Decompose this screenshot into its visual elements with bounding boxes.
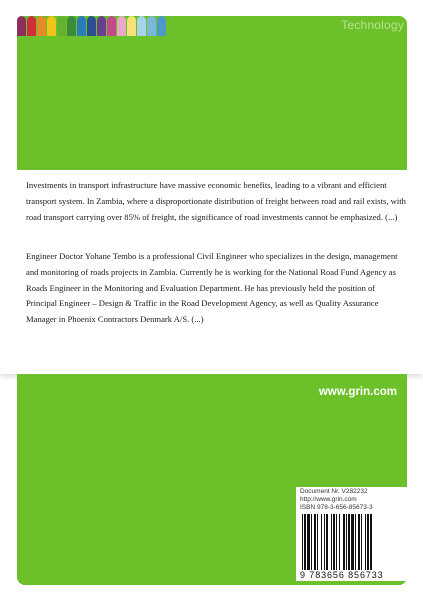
barcode-bar — [358, 514, 360, 570]
barcode-bar — [351, 514, 354, 570]
barcode-bar — [339, 514, 340, 570]
cover-top-panel — [17, 16, 407, 170]
author-paragraph: Engineer Doctor Yohane Tembo is a professional Civil Engineer who specializes in the design, management and monitoring of roads projects in Zambia. Currently he is working for the National Road Fund Agency as Roads Engineer in the Monitoring and Evaluation Department. He has previously held the position of Principal Engineer – Design & Traffic in the Road Development Agency, as well as Quality Assurance Manager in Phoenix Contractors Denmark A/S. (...) — [26, 251, 398, 325]
barcode-bar — [307, 514, 310, 570]
barcode-bar — [333, 514, 335, 570]
barcode-bar — [348, 514, 350, 570]
barcode-bar — [367, 514, 369, 570]
barcode-bar — [355, 514, 356, 570]
barcode-bar — [304, 514, 306, 570]
color-stripe — [137, 16, 146, 36]
barcode-bar — [346, 514, 347, 570]
color-stripe — [27, 16, 36, 36]
barcode-bar — [331, 514, 332, 570]
barcode-bar — [321, 514, 322, 570]
barcode-bar — [343, 514, 345, 570]
color-stripe — [17, 16, 26, 36]
color-stripe — [107, 16, 116, 36]
barcode-bar — [314, 514, 316, 570]
barcode-bar — [365, 514, 366, 570]
color-stripes — [17, 16, 167, 36]
barcode-bar — [361, 514, 362, 570]
publisher-website: www.grin.com — [318, 386, 397, 398]
color-stripe — [67, 16, 76, 36]
imprint-url: http://www.grin.com — [300, 496, 357, 503]
barcode-icon — [300, 514, 404, 570]
color-stripe — [157, 16, 166, 36]
color-stripe — [147, 16, 156, 36]
category-label: Technology — [341, 18, 404, 32]
color-stripe — [47, 16, 56, 36]
barcode-bar — [324, 514, 325, 570]
isbn-number: ISBN 978-3-656-85673-3 — [300, 504, 373, 511]
color-stripe — [117, 16, 126, 36]
color-stripe — [87, 16, 96, 36]
barcode-bar — [370, 514, 372, 570]
barcode-bar — [302, 514, 303, 570]
barcode-bar — [311, 514, 312, 570]
color-stripe — [97, 16, 106, 36]
color-stripe — [57, 16, 66, 36]
barcode-bar — [326, 514, 328, 570]
description-paragraph: Investments in transport infrastructure have massive economic benefits, leading to a vibrant and efficient transport system. In Zambia, where a disproportionate distribution of freight between road and rail exists, with road transport carrying over 85% of freight, the significance of road investments cannot be emphasized. (...) — [26, 180, 406, 222]
barcode-bar — [336, 514, 337, 570]
barcode-digits: 9 783656 856733 — [300, 570, 384, 580]
color-stripe — [127, 16, 136, 36]
color-stripe — [37, 16, 46, 36]
color-stripe — [77, 16, 86, 36]
document-number: Document Nr. V282232 — [300, 488, 368, 495]
barcode-bar — [317, 514, 318, 570]
